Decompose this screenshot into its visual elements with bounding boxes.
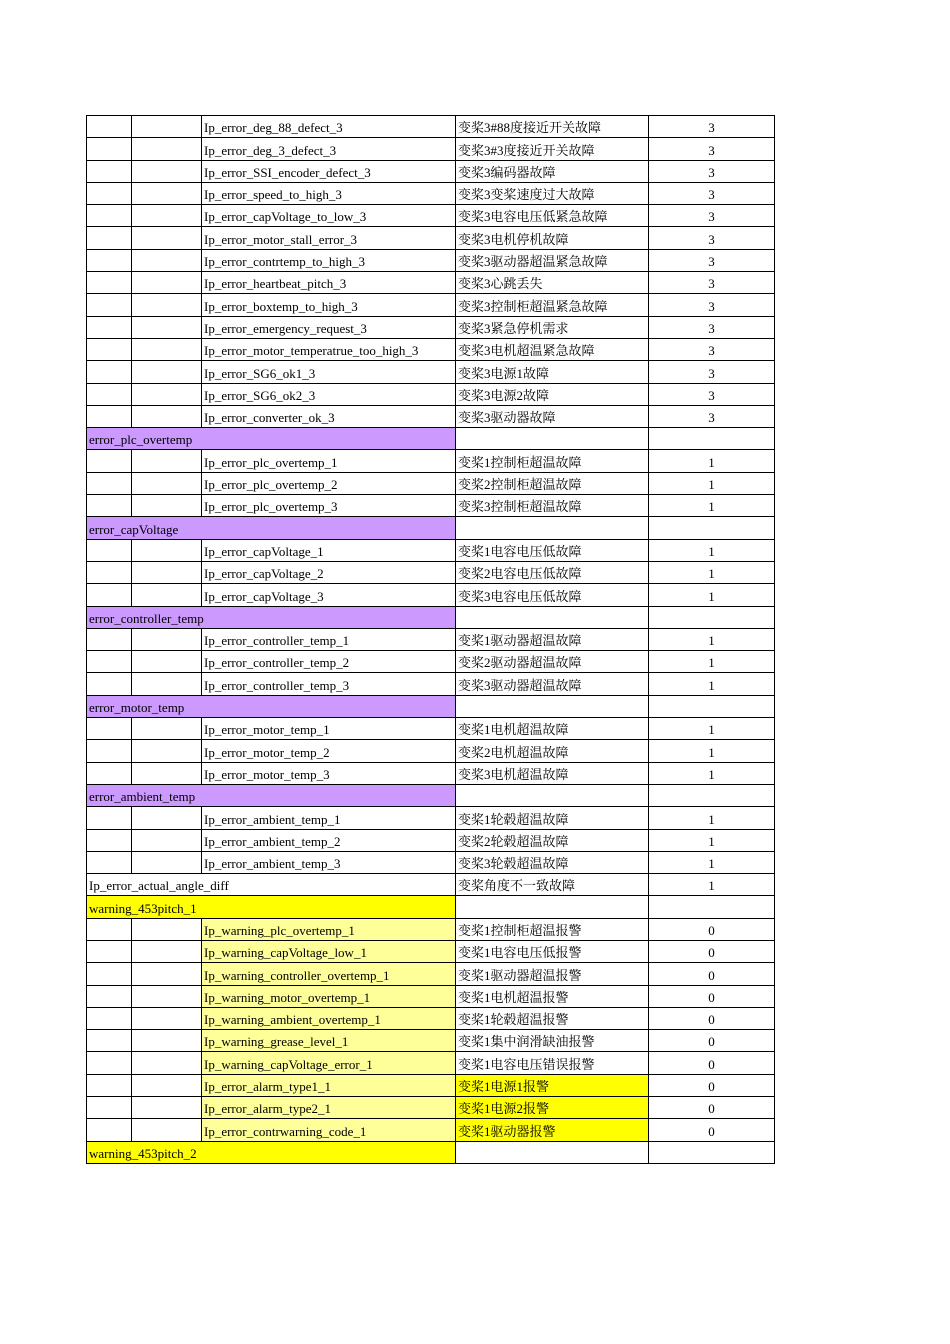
signal-description-cell: 变桨3#3度接近开关故障: [456, 138, 649, 160]
table-row: [87, 361, 775, 383]
empty-cell: [132, 762, 202, 784]
table-row: [87, 740, 775, 762]
empty-cell: [87, 718, 132, 740]
signal-value-cell: 3: [649, 338, 775, 360]
signal-description-cell: 变桨1控制柜超温报警: [456, 918, 649, 940]
signal-name-cell: Ip_error_plc_overtemp_3: [202, 495, 456, 517]
signal-description-cell: 变桨1电容电压错误报警: [456, 1052, 649, 1074]
signal-name-cell: Ip_error_motor_temp_2: [202, 740, 456, 762]
empty-cell: [132, 405, 202, 427]
signal-description-cell: 变桨3电机停机故障: [456, 227, 649, 249]
empty-cell: [87, 807, 132, 829]
signal-description-cell: 变桨3电源1故障: [456, 361, 649, 383]
signal-name-cell: Ip_warning_plc_overtemp_1: [202, 918, 456, 940]
empty-cell: [132, 673, 202, 695]
signal-name-cell: Ip_error_controller_temp_3: [202, 673, 456, 695]
signal-value-cell: 1: [649, 450, 775, 472]
signal-description-cell: 变桨3电源2故障: [456, 383, 649, 405]
empty-cell: [132, 138, 202, 160]
signal-value-cell: 0: [649, 1007, 775, 1029]
signal-value-cell: 3: [649, 205, 775, 227]
signal-description-cell: 变桨1集中润滑缺油报警: [456, 1030, 649, 1052]
empty-cell: [87, 116, 132, 138]
empty-cell: [87, 450, 132, 472]
section-header-row: [87, 896, 775, 918]
signal-description-cell: 变桨3变桨速度过大故障: [456, 182, 649, 204]
empty-cell: [456, 695, 649, 717]
table-row: [87, 628, 775, 650]
empty-cell: [87, 1030, 132, 1052]
section-label-cell: error_plc_overtemp: [87, 428, 456, 450]
signal-name-cell: Ip_warning_capVoltage_low_1: [202, 940, 456, 962]
empty-cell: [456, 1141, 649, 1163]
empty-cell: [132, 1097, 202, 1119]
section-label-cell: error_capVoltage: [87, 517, 456, 539]
empty-cell: [649, 695, 775, 717]
section-header-row: [87, 784, 775, 806]
signal-description-cell: 变桨1轮毂超温报警: [456, 1007, 649, 1029]
section-header-row: [87, 1141, 775, 1163]
signal-name-cell: Ip_error_emergency_request_3: [202, 316, 456, 338]
signal-value-cell: 3: [649, 138, 775, 160]
empty-cell: [87, 316, 132, 338]
signal-value-cell: 1: [649, 740, 775, 762]
signal-name-cell: Ip_error_SSI_encoder_defect_3: [202, 160, 456, 182]
signal-description-cell: 变桨1驱动器超温故障: [456, 628, 649, 650]
table-row: [87, 1119, 775, 1141]
table-row: [87, 272, 775, 294]
empty-cell: [132, 963, 202, 985]
signal-name-cell: Ip_error_speed_to_high_3: [202, 182, 456, 204]
signal-name-cell: Ip_error_motor_temp_3: [202, 762, 456, 784]
empty-cell: [87, 985, 132, 1007]
signal-value-cell: 3: [649, 249, 775, 271]
signal-name-cell: Ip_error_ambient_temp_3: [202, 851, 456, 873]
signal-description-cell: 变桨3#88度接近开关故障: [456, 116, 649, 138]
table-row: [87, 807, 775, 829]
empty-cell: [87, 294, 132, 316]
table-row: [87, 450, 775, 472]
table-row: [87, 985, 775, 1007]
signal-name-cell: Ip_warning_controller_overtemp_1: [202, 963, 456, 985]
signal-value-cell: 3: [649, 182, 775, 204]
empty-cell: [87, 963, 132, 985]
empty-cell: [649, 428, 775, 450]
signal-name-cell: Ip_warning_ambient_overtemp_1: [202, 1007, 456, 1029]
signal-value-cell: 3: [649, 405, 775, 427]
signal-value-cell: 1: [649, 651, 775, 673]
signal-table: [86, 115, 775, 1164]
empty-cell: [132, 294, 202, 316]
table-row: [87, 718, 775, 740]
signal-value-cell: 3: [649, 227, 775, 249]
signal-description-cell: 变桨3控制柜超温紧急故障: [456, 294, 649, 316]
empty-cell: [87, 249, 132, 271]
signal-name-cell: Ip_error_actual_angle_diff: [87, 874, 456, 896]
empty-cell: [132, 227, 202, 249]
signal-description-cell: 变桨1电源1报警: [456, 1074, 649, 1096]
section-header-row: [87, 428, 775, 450]
signal-description-cell: 变桨3电容电压低紧急故障: [456, 205, 649, 227]
empty-cell: [132, 338, 202, 360]
signal-value-cell: 0: [649, 1097, 775, 1119]
empty-cell: [87, 584, 132, 606]
table-row: [87, 874, 775, 896]
signal-value-cell: 1: [649, 718, 775, 740]
empty-cell: [132, 1030, 202, 1052]
signal-name-cell: Ip_error_motor_temperatrue_too_high_3: [202, 338, 456, 360]
signal-value-cell: 0: [649, 1030, 775, 1052]
empty-cell: [87, 205, 132, 227]
signal-name-cell: Ip_warning_capVoltage_error_1: [202, 1052, 456, 1074]
empty-cell: [87, 383, 132, 405]
signal-name-cell: Ip_error_alarm_type2_1: [202, 1097, 456, 1119]
signal-description-cell: 变桨1电容电压低故障: [456, 539, 649, 561]
empty-cell: [87, 1074, 132, 1096]
empty-cell: [87, 227, 132, 249]
empty-cell: [456, 517, 649, 539]
empty-cell: [132, 1119, 202, 1141]
empty-cell: [132, 584, 202, 606]
signal-description-cell: 变桨2控制柜超温故障: [456, 472, 649, 494]
table-row: [87, 472, 775, 494]
table-row: [87, 182, 775, 204]
empty-cell: [132, 316, 202, 338]
empty-cell: [132, 249, 202, 271]
table-row: [87, 851, 775, 873]
signal-value-cell: 0: [649, 1052, 775, 1074]
signal-value-cell: 1: [649, 584, 775, 606]
empty-cell: [132, 651, 202, 673]
signal-name-cell: Ip_error_boxtemp_to_high_3: [202, 294, 456, 316]
empty-cell: [132, 450, 202, 472]
empty-cell: [87, 1007, 132, 1029]
table-row: [87, 1074, 775, 1096]
signal-description-cell: 变桨3驱动器超温紧急故障: [456, 249, 649, 271]
signal-name-cell: Ip_error_plc_overtemp_2: [202, 472, 456, 494]
table-row: [87, 1030, 775, 1052]
signal-description-cell: 变桨1控制柜超温故障: [456, 450, 649, 472]
table-row: [87, 405, 775, 427]
empty-cell: [132, 628, 202, 650]
table-row: [87, 1097, 775, 1119]
signal-value-cell: 1: [649, 807, 775, 829]
section-header-row: [87, 606, 775, 628]
empty-cell: [132, 718, 202, 740]
table-row: [87, 116, 775, 138]
signal-name-cell: Ip_warning_grease_level_1: [202, 1030, 456, 1052]
signal-name-cell: Ip_error_capVoltage_to_low_3: [202, 205, 456, 227]
empty-cell: [456, 784, 649, 806]
empty-cell: [132, 561, 202, 583]
signal-value-cell: 3: [649, 294, 775, 316]
signal-description-cell: 变桨1驱动器报警: [456, 1119, 649, 1141]
table-row: [87, 294, 775, 316]
empty-cell: [132, 1007, 202, 1029]
table-row: [87, 561, 775, 583]
empty-cell: [132, 272, 202, 294]
signal-description-cell: 变桨3电机超温故障: [456, 762, 649, 784]
empty-cell: [132, 361, 202, 383]
signal-name-cell: Ip_error_motor_stall_error_3: [202, 227, 456, 249]
signal-value-cell: 0: [649, 1074, 775, 1096]
signal-description-cell: 变桨2轮毂超温故障: [456, 829, 649, 851]
table-row: [87, 829, 775, 851]
signal-name-cell: Ip_error_plc_overtemp_1: [202, 450, 456, 472]
empty-cell: [132, 116, 202, 138]
table-row: [87, 383, 775, 405]
table-row: [87, 539, 775, 561]
empty-cell: [649, 1141, 775, 1163]
empty-cell: [87, 160, 132, 182]
empty-cell: [132, 182, 202, 204]
table-row: [87, 138, 775, 160]
empty-cell: [132, 495, 202, 517]
signal-value-cell: 1: [649, 874, 775, 896]
signal-value-cell: 0: [649, 985, 775, 1007]
signal-description-cell: 变桨1电源2报警: [456, 1097, 649, 1119]
empty-cell: [132, 160, 202, 182]
signal-value-cell: 3: [649, 361, 775, 383]
signal-value-cell: 1: [649, 851, 775, 873]
table-row: [87, 673, 775, 695]
table-row: [87, 160, 775, 182]
signal-name-cell: Ip_warning_motor_overtemp_1: [202, 985, 456, 1007]
signal-description-cell: 变桨3电机超温紧急故障: [456, 338, 649, 360]
empty-cell: [132, 1074, 202, 1096]
signal-value-cell: 3: [649, 272, 775, 294]
signal-name-cell: Ip_error_SG6_ok1_3: [202, 361, 456, 383]
signal-value-cell: 1: [649, 762, 775, 784]
table-row: [87, 316, 775, 338]
table-row: [87, 249, 775, 271]
empty-cell: [87, 561, 132, 583]
signal-name-cell: Ip_error_deg_88_defect_3: [202, 116, 456, 138]
signal-description-cell: 变桨1电容电压低报警: [456, 940, 649, 962]
signal-description-cell: 变桨3紧急停机需求: [456, 316, 649, 338]
empty-cell: [132, 539, 202, 561]
signal-name-cell: Ip_error_controller_temp_2: [202, 651, 456, 673]
signal-name-cell: Ip_error_capVoltage_3: [202, 584, 456, 606]
signal-name-cell: Ip_error_ambient_temp_2: [202, 829, 456, 851]
empty-cell: [87, 1097, 132, 1119]
section-label-cell: error_ambient_temp: [87, 784, 456, 806]
empty-cell: [456, 606, 649, 628]
table-row: [87, 338, 775, 360]
empty-cell: [87, 762, 132, 784]
empty-cell: [132, 205, 202, 227]
empty-cell: [456, 428, 649, 450]
signal-value-cell: 1: [649, 628, 775, 650]
section-label-cell: error_controller_temp: [87, 606, 456, 628]
empty-cell: [87, 338, 132, 360]
empty-cell: [87, 829, 132, 851]
signal-name-cell: Ip_error_contrwarning_code_1: [202, 1119, 456, 1141]
signal-description-cell: 变桨1轮毂超温故障: [456, 807, 649, 829]
signal-value-cell: 3: [649, 116, 775, 138]
signal-value-cell: 0: [649, 963, 775, 985]
empty-cell: [87, 851, 132, 873]
signal-value-cell: 1: [649, 472, 775, 494]
empty-cell: [87, 361, 132, 383]
empty-cell: [87, 740, 132, 762]
section-header-row: [87, 695, 775, 717]
signal-description-cell: 变桨3控制柜超温故障: [456, 495, 649, 517]
empty-cell: [87, 182, 132, 204]
empty-cell: [132, 383, 202, 405]
signal-name-cell: Ip_error_motor_temp_1: [202, 718, 456, 740]
signal-name-cell: Ip_error_controller_temp_1: [202, 628, 456, 650]
empty-cell: [87, 272, 132, 294]
empty-cell: [87, 940, 132, 962]
table-row: [87, 584, 775, 606]
empty-cell: [649, 517, 775, 539]
signal-name-cell: Ip_error_contrtemp_to_high_3: [202, 249, 456, 271]
table-row: [87, 651, 775, 673]
empty-cell: [132, 1052, 202, 1074]
signal-description-cell: 变桨1电机超温报警: [456, 985, 649, 1007]
signal-name-cell: Ip_error_capVoltage_1: [202, 539, 456, 561]
empty-cell: [87, 539, 132, 561]
signal-table-body: [87, 116, 775, 1164]
signal-description-cell: 变桨3驱动器超温故障: [456, 673, 649, 695]
section-label-cell: error_motor_temp: [87, 695, 456, 717]
empty-cell: [87, 1052, 132, 1074]
empty-cell: [649, 606, 775, 628]
signal-value-cell: 1: [649, 673, 775, 695]
table-row: [87, 963, 775, 985]
signal-value-cell: 1: [649, 539, 775, 561]
signal-name-cell: Ip_error_capVoltage_2: [202, 561, 456, 583]
empty-cell: [132, 740, 202, 762]
empty-cell: [132, 940, 202, 962]
section-header-row: [87, 517, 775, 539]
table-row: [87, 495, 775, 517]
empty-cell: [87, 918, 132, 940]
signal-description-cell: 变桨2电机超温故障: [456, 740, 649, 762]
signal-description-cell: 变桨2电容电压低故障: [456, 561, 649, 583]
signal-value-cell: 1: [649, 561, 775, 583]
signal-description-cell: 变桨3编码器故障: [456, 160, 649, 182]
empty-cell: [456, 896, 649, 918]
empty-cell: [132, 807, 202, 829]
empty-cell: [132, 851, 202, 873]
table-row: [87, 227, 775, 249]
empty-cell: [649, 784, 775, 806]
table-row: [87, 762, 775, 784]
signal-value-cell: 3: [649, 383, 775, 405]
signal-name-cell: Ip_error_alarm_type1_1: [202, 1074, 456, 1096]
signal-name-cell: Ip_error_converter_ok_3: [202, 405, 456, 427]
empty-cell: [87, 495, 132, 517]
table-row: [87, 1052, 775, 1074]
signal-value-cell: 1: [649, 829, 775, 851]
empty-cell: [87, 138, 132, 160]
table-row: [87, 205, 775, 227]
empty-cell: [87, 673, 132, 695]
signal-value-cell: 3: [649, 316, 775, 338]
signal-value-cell: 0: [649, 940, 775, 962]
signal-description-cell: 变桨3电容电压低故障: [456, 584, 649, 606]
signal-value-cell: 1: [649, 495, 775, 517]
signal-description-cell: 变桨1驱动器超温报警: [456, 963, 649, 985]
empty-cell: [132, 472, 202, 494]
signal-name-cell: Ip_error_SG6_ok2_3: [202, 383, 456, 405]
section-label-cell: warning_453pitch_1: [87, 896, 456, 918]
section-label-cell: warning_453pitch_2: [87, 1141, 456, 1163]
signal-name-cell: Ip_error_deg_3_defect_3: [202, 138, 456, 160]
empty-cell: [87, 1119, 132, 1141]
empty-cell: [87, 628, 132, 650]
empty-cell: [132, 829, 202, 851]
signal-description-cell: 变桨2驱动器超温故障: [456, 651, 649, 673]
signal-name-cell: Ip_error_ambient_temp_1: [202, 807, 456, 829]
signal-value-cell: 3: [649, 160, 775, 182]
empty-cell: [649, 896, 775, 918]
empty-cell: [87, 405, 132, 427]
signal-description-cell: 变桨3轮毂超温故障: [456, 851, 649, 873]
signal-description-cell: 变桨1电机超温故障: [456, 718, 649, 740]
signal-name-cell: Ip_error_heartbeat_pitch_3: [202, 272, 456, 294]
table-row: [87, 918, 775, 940]
table-row: [87, 1007, 775, 1029]
signal-description-cell: 变桨3心跳丢失: [456, 272, 649, 294]
signal-description-cell: 变桨3驱动器故障: [456, 405, 649, 427]
empty-cell: [87, 651, 132, 673]
signal-value-cell: 0: [649, 1119, 775, 1141]
empty-cell: [87, 472, 132, 494]
signal-value-cell: 0: [649, 918, 775, 940]
table-row: [87, 940, 775, 962]
signal-description-cell: 变桨角度不一致故障: [456, 874, 649, 896]
empty-cell: [132, 918, 202, 940]
empty-cell: [132, 985, 202, 1007]
